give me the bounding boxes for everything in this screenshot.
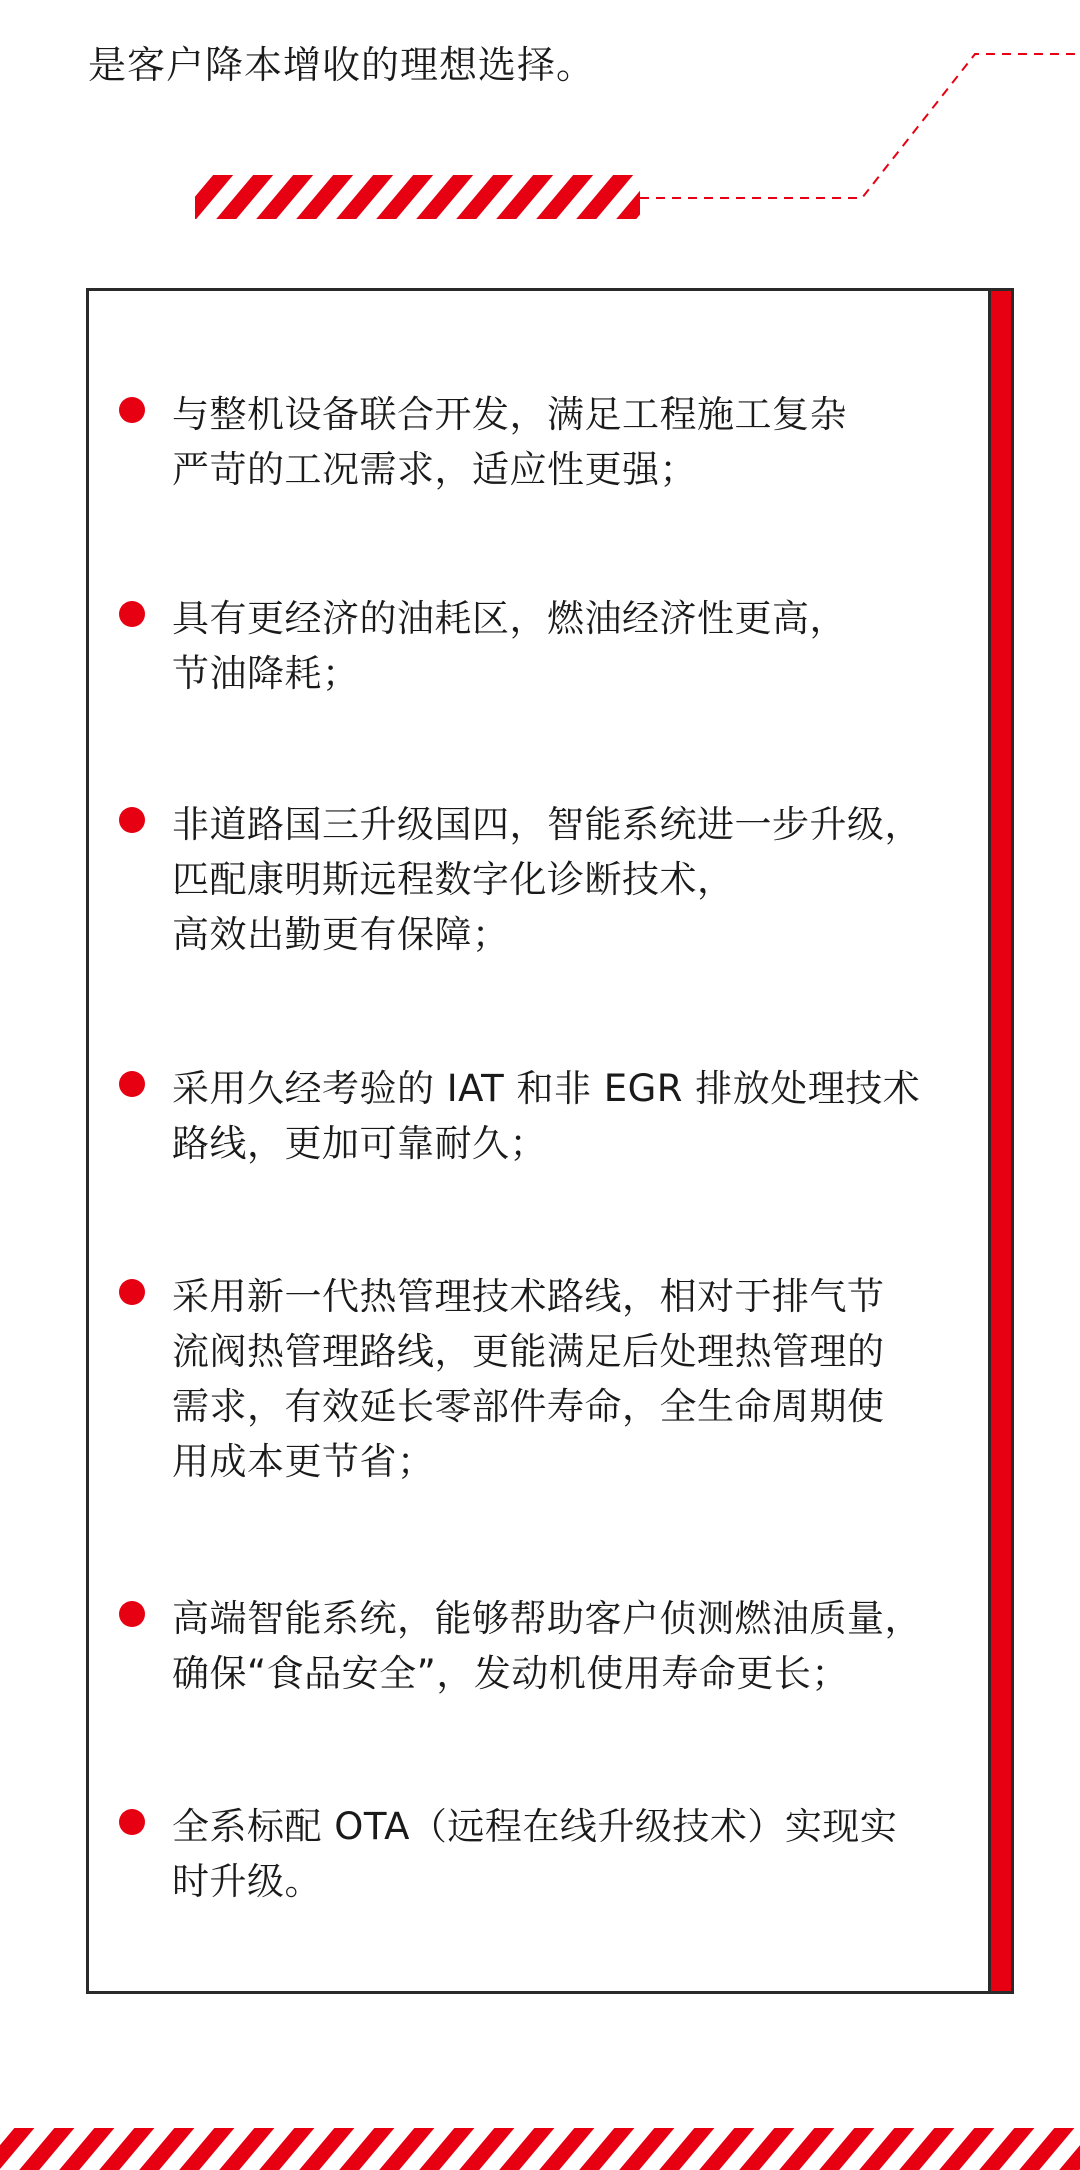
feature-text: 具有更经济的油耗区，燃油经济性更高， 节油降耗； [172, 597, 847, 695]
intro-text: 是客户降本增收的理想选择。 [88, 43, 596, 87]
card-accent-bar [991, 288, 1014, 1994]
feature-text: 全系标配 OTA（远程在线升级技术）实现实 时升级。 [172, 1805, 898, 1903]
feature-card [86, 288, 991, 1994]
bullet-dot [119, 1601, 145, 1627]
bullet-dot [119, 1071, 145, 1097]
bullet-dot [119, 807, 145, 833]
feature-text: 采用久经考验的 IAT 和非 EGR 排放处理技术 路线，更加可靠耐久； [172, 1067, 921, 1165]
bullet-dot [119, 397, 145, 423]
feature-text: 与整机设备联合开发，满足工程施工复杂 严苛的工况需求，适应性更强； [172, 393, 847, 491]
feature-text: 高端智能系统，能够帮助客户侦测燃油质量， 确保“食品安全”，发动机使用寿命更长； [172, 1597, 922, 1695]
feature-text: 采用新一代热管理技术路线，相对于排气节 流阀热管理路线，更能满足后处理热管理的 需求，有效延长零部件寿命，全生命周期使 用成本更节省； [172, 1275, 885, 1483]
bullet-dot [119, 1279, 145, 1305]
bullet-dot [119, 1809, 145, 1835]
dashed-connector-line [640, 54, 1080, 198]
top-hazard-stripes [150, 175, 670, 219]
bottom-hazard-stripes [0, 2128, 1080, 2170]
feature-text: 非道路国三升级国四，智能系统进一步升级， 匹配康明斯远程数字化诊断技术， 高效出勤更有保障； [172, 803, 922, 956]
bullet-dot [119, 601, 145, 627]
